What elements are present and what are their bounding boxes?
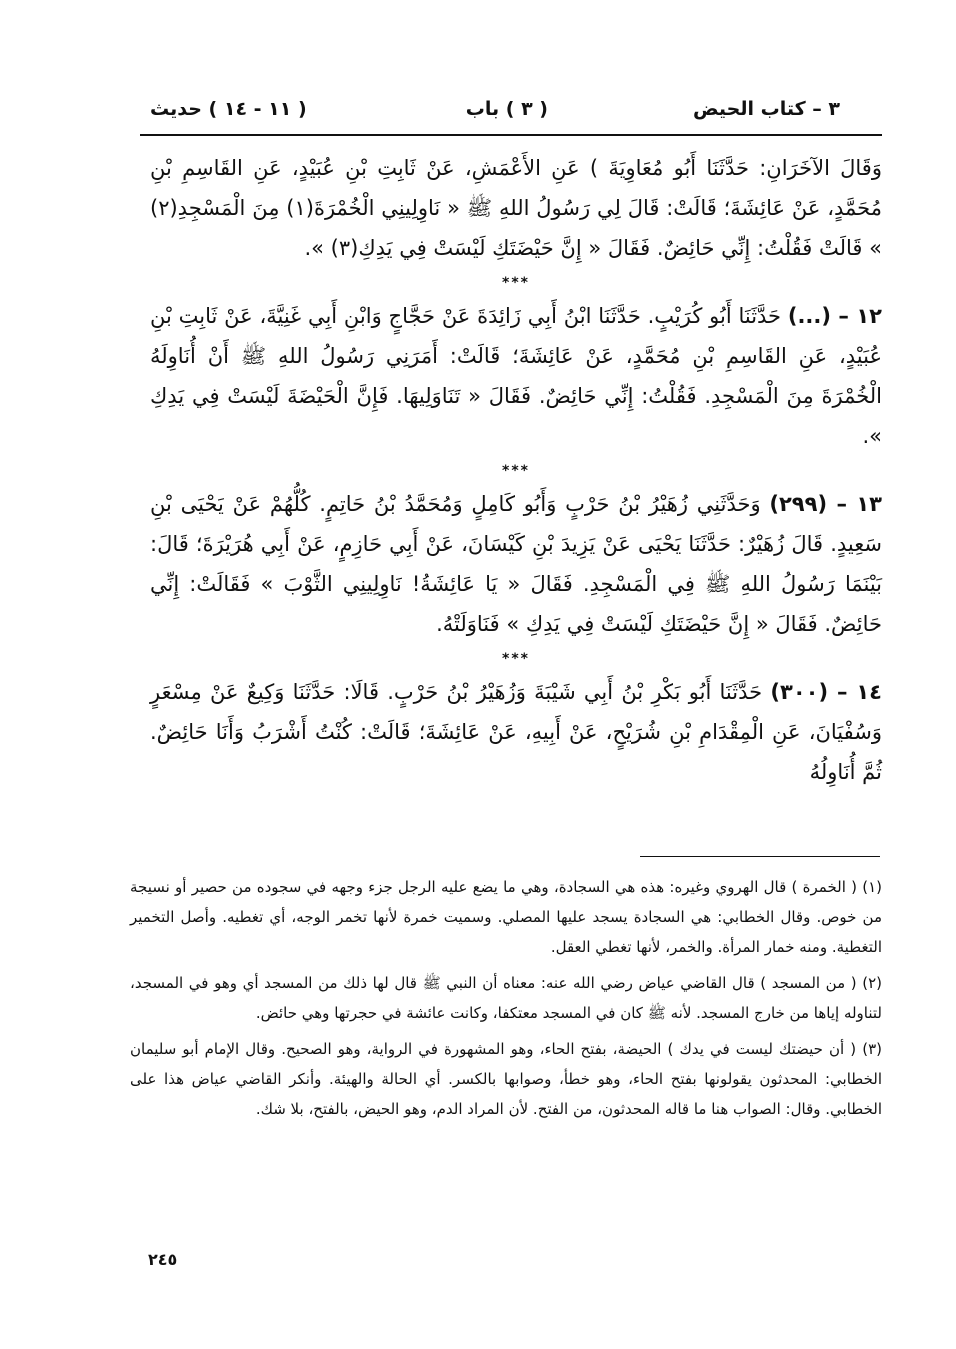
- section-label: ( ٣ ) باب: [465, 98, 548, 120]
- hadith-14-number: ١٤ – (٣٠٠): [770, 680, 882, 704]
- footnote-divider: [640, 856, 880, 857]
- separator-stars: ***: [502, 651, 530, 667]
- footnote-1: (١) ( الخمرة ) قال الهروي وغيره: هذه هي السجادة، وهي ما يضع عليه الرجل جزء وجهه في سجوده من حصير أو نسيجة من خوص. وقال الخطابي: هي السجادة يسجد عليها المصلي. وسميت خمرة لأنها تخمر الوجه، أي تغطيه. وأصل التخمير التغطية. ومنه خمار المرأة. والخمر، لأنها تغطي العقل.: [130, 878, 882, 956]
- hadith-12: [150, 296, 882, 456]
- separator-stars: ***: [502, 463, 530, 479]
- hadith-11-continuation: وَقَالَ الآخَرَانِ: حَدَّثَنَا أَبُو مُعَاوِيَةَ ) عَنِ الأَعْمَشِ، عَنْ ثَابِتِ بْنِ عُبَيْدٍ، عَنِ القَاسِمِ بْنِ مُحَمَّدٍ، عَنْ عَائِشَةَ؛ قَالَتْ: قَالَ لِي رَسُولُ اللهِ ﷺ « نَاوِلِينِي الْخُمْرَةَ(١) مِنَ الْمَسْجِدِ(٢) » قَالَتْ فَقُلْتُ: إِنِّي حَائِضٌ. فَقَالَ « إِنَّ حَيْضَتَكِ لَيْسَتْ فِي يَدِكِ(٣) ».: [150, 156, 882, 260]
- separator-stars: ***: [502, 275, 530, 291]
- footnote-3: (٣) ( أن حيضتك ليست في يدك ) الحيضة، بفتح الحاء، وهو المشهورة في الرواية، وهو الصحيح. وقال الإمام أبو سليمان الخطابي: المحدثون يقولونها بفتح الحاء، وهو خطأ، وصوابها بالكسر. أي الحالة والهيئة. وأنكر القاضي عياض هذا على الخطابي. وقال: الصواب هنا ما قاله المحدثون، من الفتح. لأن المراد الدم، وهو الحيض، بالفتح، بلا شك.: [130, 1040, 882, 1118]
- hadith-12-number: ١٢ – (...): [787, 304, 882, 328]
- main-text: [150, 148, 882, 792]
- footnote-2: (٢) ( من المسجد ) قال القاضي عياض رضي الله عنه: معناه أن النبي ﷺ قال لها ذلك من المسجد أي وهو في المسجد، لتناوله إياها من خارج المسجد. لأنه ﷺ كان في المسجد معتكفا، وكانت عائشة في حجرتها وهي حائض.: [130, 974, 882, 1022]
- hadith-13-number: ١٣ – (٢٩٩): [769, 492, 882, 516]
- hadith-13-text: وَحَدَّثَنِي زُهَيْرُ بْنُ حَرْبٍ وَأَبُو كَامِلٍ وَمُحَمَّدُ بْنُ حَاتِمٍ. كُلُّهُمْ عَنْ يَحْيَى بْنِ سَعِيدٍ. قَالَ زُهَيْرٌ: حَدَّثَنَا يَحْيَى عَنْ يَزِيدَ بْنِ كَيْسَانَ، عَنْ أَبِي حَازِمٍ، عَنْ أَبِي هُرَيْرَةَ؛ قَالَ: بَيْنَمَا رَسُولُ اللهِ ﷺ فِي الْمَسْجِدِ. فَقَالَ « يَا عَائِشَةُ! نَاوِلِينِي الثَّوْبَ » فَقَالَتْ: إِنِّي حَائِضٌ. فَقَالَ « إِنَّ حَيْضَتَكِ لَيْسَتْ فِي يَدِكِ » فَنَاوَلَتْهُ.: [150, 492, 882, 636]
- hadith-13: [150, 484, 882, 644]
- page-number: ٢٤٥: [148, 1250, 178, 1269]
- header-divider: [140, 134, 882, 136]
- footnotes: [130, 872, 882, 1130]
- chapter-title: ٣ – كتاب الحيض: [692, 98, 840, 120]
- hadith-range: ( ١١ - ١٤ ) حديث: [150, 98, 307, 120]
- hadith-14: [150, 672, 882, 792]
- hadith-12-text: حَدَّثَنَا أَبُو كُرَيْبٍ. حَدَّثَنَا ابْنُ أَبِي زَائِدَةَ عَنْ حَجَّاجٍ وَابْنِ أَبِي غَنِيَّةَ، عَنْ ثَابِتِ بْنِ عُبَيْدٍ، عَنِ القَاسِمِ بْنِ مُحَمَّدٍ، عَنْ عَائِشَةَ؛ قَالَتْ: أَمَرَنِي رَسُولُ اللهِ ﷺ أَنْ أُنَاوِلَهُ الْخُمْرَةَ مِنَ الْمَسْجِدِ. فَقُلْتُ: إِنِّي حَائِضٌ. فَقَالَ « تَنَاوَلِيهَا. فَإِنَّ الْحَيْضَةَ لَيْسَتْ فِي يَدِكِ ».: [150, 304, 882, 448]
- hadith-14-text: حَدَّثَنَا أَبُو بَكْرِ بْنُ أَبِي شَيْبَةَ وَزُهَيْرُ بْنُ حَرْبٍ. قَالَا: حَدَّثَنَا وَكِيعٌ عَنْ مِسْعَرٍ وَسُفْيَانَ، عَنِ الْمِقْدَامِ بْنِ شُرَيْحٍ، عَنْ أَبِيهِ، عَنْ عَائِشَةَ؛ قَالَتْ: كُنْتُ أَشْرَبُ وَأَنَا حَائِضٌ. ثُمَّ أُنَاوِلُهُ: [150, 680, 882, 784]
- running-header: [150, 98, 840, 132]
